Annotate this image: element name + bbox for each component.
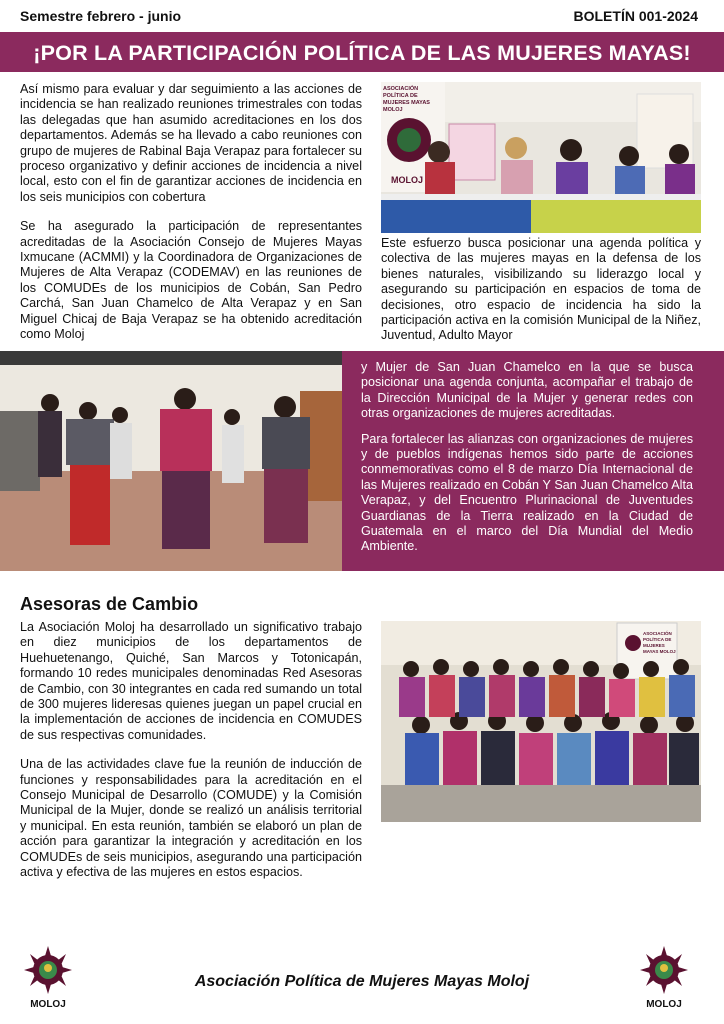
semester-label: Semestre febrero - junio <box>20 8 182 24</box>
photo-group <box>381 621 701 822</box>
footer-logo-right-label: MOLOJ <box>646 999 682 1010</box>
advisors-text-block <box>20 620 362 881</box>
photo-meeting-table <box>381 82 701 233</box>
bulletin-number: BOLETÍN 001-2024 <box>573 8 698 24</box>
paragraph-agenda: Este esfuerzo busca posicionar una agenda política y colectiva de las mujeres mayas en la defensa de los bienes naturales, visibilizando su liderazgo local y asegurando su participación en espacios de toma de decisiones, otro espacio de incidencia ha sido la participación activa en la comisión Municipal de la Niñez, Juventud, Adulto Mayor <box>381 236 701 343</box>
paragraph-representatives: Se ha asegurado la participación de representantes acreditadas de la Asociación Consejo de Mujeres Mayas Ixmucane (ACMMI) y la Coordinadora de Organizaciones de Mujeres de Alta Verapaz (CODEMAV) en las reuniones de los COMUDEs de los municipios de Cobán, San Pedro Carchá, San Juan Chamelco de Alta Verapaz y en San Miguel Chicaj de Baja Verapaz se ha obtenido acreditación como Moloj <box>20 219 362 342</box>
intro-text-block <box>20 82 362 343</box>
paragraph-advisors: La Asociación Moloj ha desarrollado un significativo trabajo en diez municipios de los departamentos de Huehuetenango, Quiché, San Marcos y Totonicapán, formando 10 redes municipales denominadas Red Asesoras de Cambio, con 30 integrantes en cada red sumando un total de 300 mujeres lideresas quienes juegan un papel crucial en la implementación de acciones de incidencia en COMUDES de sus respectivas comunidades. <box>20 620 362 742</box>
agenda-text-block <box>381 236 701 344</box>
section-heading: Asesoras de Cambio <box>20 594 199 614</box>
photo-sign-text: ASOCIACIÓN POLÍTICA DE MUJERES MAYAS MOLOJ <box>643 631 676 654</box>
highlight-text-block <box>361 360 693 555</box>
paragraph-alliances: Para fortalecer las alianzas con organizaciones de mujeres y de pueblos indígenas hemos sido parte de acciones conmemorativas como el 8 de marzo Día Internacional de las Mujeres realizado en Cobán Y San Juan Chamelco Alta Verapaz, y del Encuentro Plurinacional de Juventudes Guardianas de la Tierra realizado en la Ciudad de Guatemala en el marco del Día Mundial del Medio Ambiente. <box>361 431 693 554</box>
photo-sign-text: ASOCIACIÓN POLÍTICA DE MUJERES MAYAS MOLOJ <box>383 86 430 113</box>
footer-organization-name: Asociación Política de Mujeres Mayas Moloj <box>194 973 530 990</box>
page-title: ¡POR LA PARTICIPACIÓN POLÍTICA DE LAS MUJERES MAYAS! <box>33 41 691 65</box>
paragraph-evaluation: Así mismo para evaluar y dar seguimiento a las acciones de incidencia se han realizado reuniones trimestrales con todas las delegadas que han asumido acreditaciones en los dos departamentos. Además se ha llevado a cabo reuniones con grupo de mujeres de Rabinal Baja Verapaz para fortalecer su proceso organizativo y definir acciones de incidencia a nivel local, esto con el fin de garantizar acciones de incidencia en los seis municipios con cobertura <box>20 82 362 204</box>
photo-women-standing <box>0 351 342 571</box>
photo-sign-logo-text: MOLOJ <box>391 175 424 185</box>
footer-logo-left-label: MOLOJ <box>30 999 66 1010</box>
paragraph-induction: Una de las actividades clave fue la reunión de inducción de funciones y responsabilidades para la acreditación en el Consejo Municipal de Desarrollo (COMUDE) y la Comisión Municipal de la Mujer, donde se realizó un análisis territorial y municipal. En esta reunión, también se elaboró un plan de acción para garantizar la integración y acreditación en los COMUDEs de seis municipios, asegurando una participación activa y efectiva de las mujeres en estos espacios. <box>20 757 362 880</box>
footer-logo-right <box>634 946 694 1010</box>
paragraph-san-juan: y Mujer de San Juan Chamelco en la que se busca posicionar una agenda conjunta, acompañar el trabajo de la Dirección Municipal de la Mujer y generar redes con otras organizaciones de mujeres acreditadas. <box>361 360 693 421</box>
